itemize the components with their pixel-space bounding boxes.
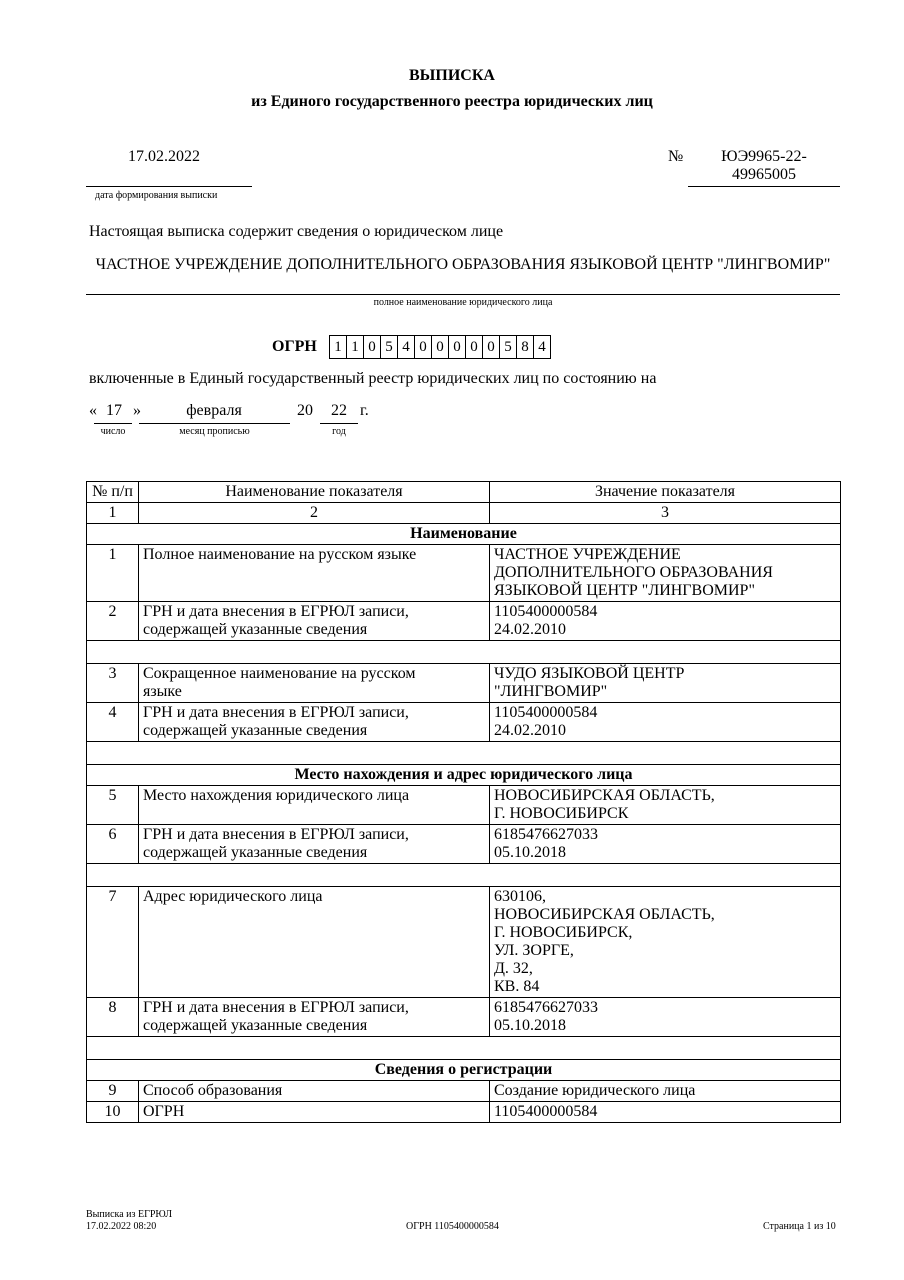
column-number-row — [87, 503, 841, 524]
section-title-location: Место нахождения и адрес юридического лица — [87, 765, 841, 786]
ogrn-digit: 0 — [431, 335, 449, 359]
divider — [320, 423, 358, 424]
ogrn-digit: 5 — [499, 335, 517, 359]
header-cell: № п/п — [87, 482, 139, 503]
row-number: 5 — [87, 786, 139, 825]
row-number: 1 — [87, 545, 139, 602]
ogrn-label: ОГРН — [272, 338, 317, 355]
divider — [688, 186, 840, 187]
row-value: НОВОСИБИРСКАЯ ОБЛАСТЬ, Г. НОВОСИБИРСК — [490, 786, 841, 825]
empty-row — [87, 742, 841, 765]
row-label: ОГРН — [139, 1102, 490, 1123]
section-row — [87, 765, 841, 786]
row-label: ГРН и дата внесения в ЕГРЮЛ записи, содержащей указанные сведения — [139, 825, 490, 864]
row-number: 4 — [87, 703, 139, 742]
divider — [94, 423, 132, 424]
ogrn-digit: 8 — [516, 335, 534, 359]
ogrn-digit: 5 — [380, 335, 398, 359]
column-number: 1 — [87, 503, 139, 524]
row-label: Способ образования — [139, 1081, 490, 1102]
table-row — [87, 998, 841, 1037]
state-century: 20 — [297, 402, 313, 419]
table-header-row — [87, 482, 841, 503]
number-sign: № — [668, 148, 684, 165]
row-value: 1105400000584 24.02.2010 — [490, 602, 841, 641]
empty-cell — [87, 864, 841, 887]
table-row — [87, 602, 841, 641]
row-value: 1105400000584 24.02.2010 — [490, 703, 841, 742]
open-quote: « — [89, 402, 97, 419]
row-label: Адрес юридического лица — [139, 887, 490, 998]
empty-cell — [87, 1037, 841, 1060]
row-value: 6185476627033 05.10.2018 — [490, 998, 841, 1037]
section-row — [87, 524, 841, 545]
row-label: ГРН и дата внесения в ЕГРЮЛ записи, содержащей указанные сведения — [139, 703, 490, 742]
row-number: 7 — [87, 887, 139, 998]
ogrn-digit: 0 — [448, 335, 466, 359]
row-label: Сокращенное наименование на русском языке — [139, 664, 490, 703]
row-number: 6 — [87, 825, 139, 864]
divider — [139, 423, 290, 424]
included-text: включенные в Единый государственный реестр юридических лиц по состоянию на — [89, 370, 657, 387]
extract-date: 17.02.2022 — [128, 148, 200, 165]
row-number: 9 — [87, 1081, 139, 1102]
org-full-name-caption: полное наименование юридического лица — [373, 297, 553, 308]
footer-page-number: Страница 1 из 10 — [763, 1221, 836, 1232]
ogrn-digit: 0 — [414, 335, 432, 359]
row-number: 3 — [87, 664, 139, 703]
state-year-suffix: г. — [360, 402, 369, 419]
section-title-registration: Сведения о регистрации — [87, 1060, 841, 1081]
row-value: 630106, НОВОСИБИРСКАЯ ОБЛАСТЬ, Г. НОВОСИБИРСК, УЛ. ЗОРГЕ, Д. 32, КВ. 84 — [490, 887, 841, 998]
footer-left: Выписка из ЕГРЮЛ 17.02.2022 08:20 — [86, 1209, 172, 1232]
close-quote: » — [133, 402, 141, 419]
table-row — [87, 664, 841, 703]
row-label: Место нахождения юридического лица — [139, 786, 490, 825]
day-caption: число — [100, 426, 126, 437]
empty-cell — [87, 641, 841, 664]
ogrn-digit: 1 — [329, 335, 347, 359]
row-value: 1105400000584 — [490, 1102, 841, 1123]
ogrn-digit: 1 — [346, 335, 364, 359]
empty-row — [87, 1037, 841, 1060]
row-label: ГРН и дата внесения в ЕГРЮЛ записи, содержащей указанные сведения — [139, 998, 490, 1037]
year-caption: год — [332, 426, 346, 437]
ogrn-boxes — [329, 335, 550, 359]
row-value: ЧУДО ЯЗЫКОВОЙ ЦЕНТР "ЛИНГВОМИР" — [490, 664, 841, 703]
intro-text: Настоящая выписка содержит сведения о юридическом лице — [89, 223, 504, 240]
ogrn-digit: 0 — [465, 335, 483, 359]
row-value: 6185476627033 05.10.2018 — [490, 825, 841, 864]
state-month: февраля — [186, 402, 242, 419]
ogrn-digit: 4 — [397, 335, 415, 359]
empty-row — [87, 864, 841, 887]
row-value: ЧАСТНОЕ УЧРЕЖДЕНИЕ ДОПОЛНИТЕЛЬНОГО ОБРАЗОВАНИЯ ЯЗЫКОВОЙ ЦЕНТР "ЛИНГВОМИР" — [490, 545, 841, 602]
table-row — [87, 703, 841, 742]
row-number: 8 — [87, 998, 139, 1037]
row-number: 2 — [87, 602, 139, 641]
table-row — [87, 1081, 841, 1102]
table-row — [87, 545, 841, 602]
state-day: 17 — [106, 402, 122, 419]
header-cell: Значение показателя — [490, 482, 841, 503]
document-subtitle: из Единого государственного реестра юридических лиц — [251, 93, 653, 110]
table-row — [87, 1102, 841, 1123]
empty-row — [87, 641, 841, 664]
column-number: 2 — [139, 503, 490, 524]
registry-table — [86, 481, 841, 1123]
row-label: ГРН и дата внесения в ЕГРЮЛ записи, содержащей указанные сведения — [139, 602, 490, 641]
state-year: 22 — [331, 402, 347, 419]
empty-cell — [87, 742, 841, 765]
column-number: 3 — [490, 503, 841, 524]
ogrn-digit: 0 — [482, 335, 500, 359]
table-row — [87, 887, 841, 998]
row-value: Создание юридического лица — [490, 1081, 841, 1102]
table-row — [87, 786, 841, 825]
footer-ogrn: ОГРН 1105400000584 — [406, 1221, 499, 1232]
org-full-name: ЧАСТНОЕ УЧРЕЖДЕНИЕ ДОПОЛНИТЕЛЬНОГО ОБРАЗОВАНИЯ ЯЗЫКОВОЙ ЦЕНТР "ЛИНГВОМИР" — [95, 256, 831, 273]
ogrn-digit: 4 — [533, 335, 551, 359]
section-title-name: Наименование — [87, 524, 841, 545]
divider — [86, 294, 840, 295]
row-label: Полное наименование на русском языке — [139, 545, 490, 602]
document-title: ВЫПИСКА — [409, 67, 495, 84]
extract-date-caption: дата формирования выписки — [95, 190, 218, 201]
section-row — [87, 1060, 841, 1081]
month-caption: месяц прописью — [179, 426, 250, 437]
table-row — [87, 825, 841, 864]
row-number: 10 — [87, 1102, 139, 1123]
divider — [86, 186, 252, 187]
header-cell: Наименование показателя — [139, 482, 490, 503]
extract-number: ЮЭ9965-22- 49965005 — [721, 148, 807, 183]
ogrn-digit: 0 — [363, 335, 381, 359]
